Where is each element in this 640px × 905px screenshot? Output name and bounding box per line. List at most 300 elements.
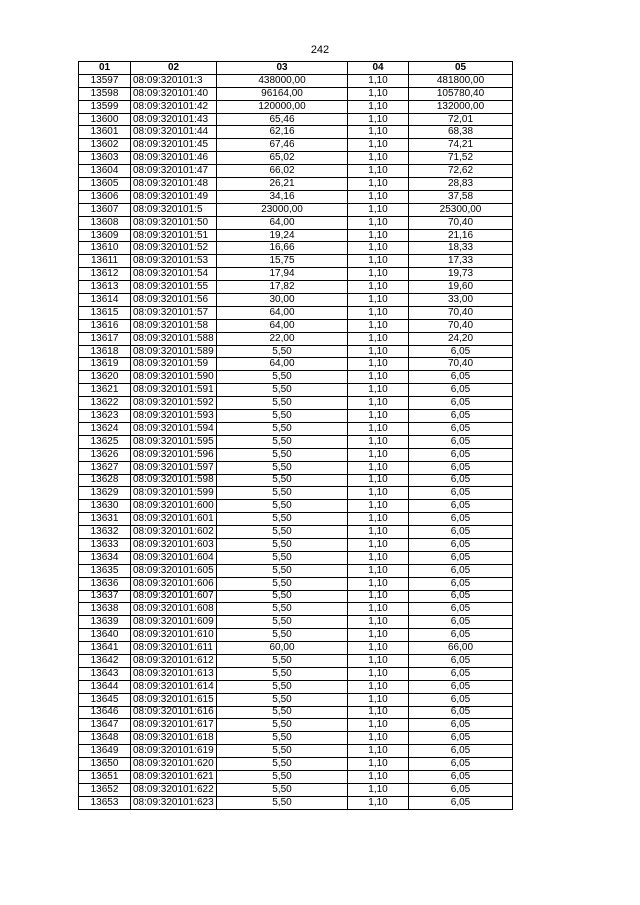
row-number-cell: 13643 (79, 667, 131, 680)
result-cell: 70,40 (409, 216, 513, 229)
result-cell: 481800,00 (409, 74, 513, 87)
result-cell: 6,05 (409, 448, 513, 461)
value-cell: 5,50 (217, 616, 348, 629)
table-row (79, 551, 513, 564)
coefficient-cell: 1,10 (348, 126, 409, 139)
row-number-cell: 13642 (79, 654, 131, 667)
coefficient-cell: 1,10 (348, 422, 409, 435)
value-cell: 5,50 (217, 770, 348, 783)
cadastral-number-cell: 08:09:320101:613 (131, 667, 217, 680)
row-number-cell: 13601 (79, 126, 131, 139)
cadastral-number-cell: 08:09:320101:43 (131, 113, 217, 126)
cadastral-number-cell: 08:09:320101:42 (131, 100, 217, 113)
cadastral-number-cell: 08:09:320101:614 (131, 680, 217, 693)
result-cell: 105780,40 (409, 87, 513, 100)
result-cell: 17,33 (409, 255, 513, 268)
table-row (79, 74, 513, 87)
value-cell: 26,21 (217, 178, 348, 191)
result-cell: 132000,00 (409, 100, 513, 113)
value-cell: 5,50 (217, 603, 348, 616)
coefficient-cell: 1,10 (348, 654, 409, 667)
table-row (79, 719, 513, 732)
coefficient-cell: 1,10 (348, 577, 409, 590)
table-row (79, 590, 513, 603)
coefficient-cell: 1,10 (348, 100, 409, 113)
row-number-cell: 13608 (79, 216, 131, 229)
result-cell: 18,33 (409, 242, 513, 255)
row-number-cell: 13646 (79, 706, 131, 719)
value-cell: 65,46 (217, 113, 348, 126)
table-row (79, 487, 513, 500)
coefficient-cell: 1,10 (348, 783, 409, 796)
row-number-cell: 13637 (79, 590, 131, 603)
row-number-cell: 13600 (79, 113, 131, 126)
coefficient-cell: 1,10 (348, 551, 409, 564)
table-row (79, 384, 513, 397)
result-cell: 72,01 (409, 113, 513, 126)
value-cell: 5,50 (217, 693, 348, 706)
row-number-cell: 13607 (79, 203, 131, 216)
cadastral-number-cell: 08:09:320101:590 (131, 371, 217, 384)
table-row (79, 165, 513, 178)
coefficient-cell: 1,10 (348, 165, 409, 178)
cadastral-number-cell: 08:09:320101:46 (131, 152, 217, 165)
cadastral-number-cell: 08:09:320101:595 (131, 435, 217, 448)
table-row (79, 448, 513, 461)
cadastral-number-cell: 08:09:320101:5 (131, 203, 217, 216)
result-cell: 6,05 (409, 397, 513, 410)
row-number-cell: 13618 (79, 345, 131, 358)
value-cell: 5,50 (217, 758, 348, 771)
table-row (79, 461, 513, 474)
cadastral-number-cell: 08:09:320101:45 (131, 139, 217, 152)
cadastral-number-cell: 08:09:320101:55 (131, 281, 217, 294)
result-cell: 6,05 (409, 758, 513, 771)
result-cell: 21,16 (409, 229, 513, 242)
coefficient-cell: 1,10 (348, 642, 409, 655)
coefficient-cell: 1,10 (348, 616, 409, 629)
result-cell: 6,05 (409, 667, 513, 680)
value-cell: 34,16 (217, 190, 348, 203)
coefficient-cell: 1,10 (348, 87, 409, 100)
table-row (79, 435, 513, 448)
cadastral-number-cell: 08:09:320101:59 (131, 358, 217, 371)
table-row (79, 281, 513, 294)
cadastral-number-cell: 08:09:320101:599 (131, 487, 217, 500)
table-row (79, 332, 513, 345)
table-row (79, 371, 513, 384)
row-number-cell: 13630 (79, 500, 131, 513)
row-number-cell: 13619 (79, 358, 131, 371)
table-body (79, 74, 513, 809)
cadastral-number-cell: 08:09:320101:615 (131, 693, 217, 706)
row-number-cell: 13636 (79, 577, 131, 590)
cadastral-number-cell: 08:09:320101:619 (131, 745, 217, 758)
cadastral-number-cell: 08:09:320101:588 (131, 332, 217, 345)
coefficient-cell: 1,10 (348, 371, 409, 384)
row-number-cell: 13649 (79, 745, 131, 758)
row-number-cell: 13598 (79, 87, 131, 100)
row-number-cell: 13633 (79, 538, 131, 551)
result-cell: 70,40 (409, 306, 513, 319)
result-cell: 6,05 (409, 384, 513, 397)
coefficient-cell: 1,10 (348, 332, 409, 345)
coefficient-cell: 1,10 (348, 693, 409, 706)
value-cell: 5,50 (217, 397, 348, 410)
coefficient-cell: 1,10 (348, 410, 409, 423)
result-cell: 6,05 (409, 577, 513, 590)
table-row (79, 732, 513, 745)
table-row (79, 397, 513, 410)
result-cell: 6,05 (409, 551, 513, 564)
table-row (79, 603, 513, 616)
coefficient-cell: 1,10 (348, 732, 409, 745)
value-cell: 5,50 (217, 745, 348, 758)
table-row (79, 706, 513, 719)
row-number-cell: 13597 (79, 74, 131, 87)
page-number: 242 (310, 44, 330, 56)
result-cell: 6,05 (409, 500, 513, 513)
cadastral-number-cell: 08:09:320101:596 (131, 448, 217, 461)
cadastral-number-cell: 08:09:320101:606 (131, 577, 217, 590)
table-row (79, 745, 513, 758)
result-cell: 70,40 (409, 358, 513, 371)
result-cell: 19,73 (409, 268, 513, 281)
table-row (79, 654, 513, 667)
coefficient-cell: 1,10 (348, 268, 409, 281)
row-number-cell: 13620 (79, 371, 131, 384)
table-row (79, 783, 513, 796)
value-cell: 23000,00 (217, 203, 348, 216)
cadastral-number-cell: 08:09:320101:618 (131, 732, 217, 745)
result-cell: 6,05 (409, 474, 513, 487)
result-cell: 74,21 (409, 139, 513, 152)
result-cell: 6,05 (409, 706, 513, 719)
cadastral-number-cell: 08:09:320101:603 (131, 538, 217, 551)
row-number-cell: 13612 (79, 268, 131, 281)
table-row (79, 255, 513, 268)
value-cell: 64,00 (217, 358, 348, 371)
result-cell: 33,00 (409, 294, 513, 307)
cadastral-number-cell: 08:09:320101:617 (131, 719, 217, 732)
result-cell: 6,05 (409, 603, 513, 616)
result-cell: 6,05 (409, 487, 513, 500)
value-cell: 5,50 (217, 577, 348, 590)
coefficient-cell: 1,10 (348, 564, 409, 577)
cadastral-number-cell: 08:09:320101:601 (131, 513, 217, 526)
coefficient-cell: 1,10 (348, 745, 409, 758)
row-number-cell: 13610 (79, 242, 131, 255)
value-cell: 5,50 (217, 680, 348, 693)
value-cell: 5,50 (217, 719, 348, 732)
row-number-cell: 13623 (79, 410, 131, 423)
cadastral-number-cell: 08:09:320101:40 (131, 87, 217, 100)
table-row (79, 139, 513, 152)
table-row (79, 642, 513, 655)
row-number-cell: 13653 (79, 796, 131, 809)
coefficient-cell: 1,10 (348, 294, 409, 307)
row-number-cell: 13602 (79, 139, 131, 152)
table-row (79, 294, 513, 307)
value-cell: 5,50 (217, 538, 348, 551)
value-cell: 5,50 (217, 667, 348, 680)
table-row (79, 796, 513, 809)
value-cell: 5,50 (217, 500, 348, 513)
table-row (79, 178, 513, 191)
table-row (79, 358, 513, 371)
table-row (79, 513, 513, 526)
coefficient-cell: 1,10 (348, 178, 409, 191)
cadastral-number-cell: 08:09:320101:44 (131, 126, 217, 139)
row-number-cell: 13616 (79, 319, 131, 332)
result-cell: 6,05 (409, 654, 513, 667)
coefficient-cell: 1,10 (348, 113, 409, 126)
coefficient-cell: 1,10 (348, 229, 409, 242)
table-row (79, 693, 513, 706)
cadastral-number-cell: 08:09:320101:58 (131, 319, 217, 332)
row-number-cell: 13644 (79, 680, 131, 693)
result-cell: 6,05 (409, 783, 513, 796)
table-row (79, 526, 513, 539)
row-number-cell: 13625 (79, 435, 131, 448)
coefficient-cell: 1,10 (348, 319, 409, 332)
column-header-03: 03 (217, 62, 348, 75)
coefficient-cell: 1,10 (348, 667, 409, 680)
row-number-cell: 13645 (79, 693, 131, 706)
result-cell: 6,05 (409, 422, 513, 435)
column-header-02: 02 (131, 62, 217, 75)
coefficient-cell: 1,10 (348, 706, 409, 719)
result-cell: 6,05 (409, 796, 513, 809)
coefficient-cell: 1,10 (348, 796, 409, 809)
result-cell: 6,05 (409, 435, 513, 448)
table-row (79, 242, 513, 255)
row-number-cell: 13626 (79, 448, 131, 461)
result-cell: 6,05 (409, 616, 513, 629)
table-row (79, 500, 513, 513)
coefficient-cell: 1,10 (348, 474, 409, 487)
result-cell: 6,05 (409, 371, 513, 384)
row-number-cell: 13651 (79, 770, 131, 783)
cadastral-number-cell: 08:09:320101:47 (131, 165, 217, 178)
cadastral-number-cell: 08:09:320101:611 (131, 642, 217, 655)
value-cell: 17,82 (217, 281, 348, 294)
value-cell: 66,02 (217, 165, 348, 178)
coefficient-cell: 1,10 (348, 203, 409, 216)
value-cell: 5,50 (217, 796, 348, 809)
cadastral-number-cell: 08:09:320101:602 (131, 526, 217, 539)
value-cell: 5,50 (217, 345, 348, 358)
coefficient-cell: 1,10 (348, 397, 409, 410)
value-cell: 96164,00 (217, 87, 348, 100)
value-cell: 5,50 (217, 551, 348, 564)
column-header-04: 04 (348, 62, 409, 75)
row-number-cell: 13628 (79, 474, 131, 487)
coefficient-cell: 1,10 (348, 513, 409, 526)
cadastral-number-cell: 08:09:320101:48 (131, 178, 217, 191)
value-cell: 60,00 (217, 642, 348, 655)
result-cell: 70,40 (409, 319, 513, 332)
table-row (79, 152, 513, 165)
coefficient-cell: 1,10 (348, 719, 409, 732)
coefficient-cell: 1,10 (348, 603, 409, 616)
result-cell: 6,05 (409, 629, 513, 642)
result-cell: 72,62 (409, 165, 513, 178)
coefficient-cell: 1,10 (348, 384, 409, 397)
cadastral-number-cell: 08:09:320101:605 (131, 564, 217, 577)
cadastral-number-cell: 08:09:320101:604 (131, 551, 217, 564)
coefficient-cell: 1,10 (348, 526, 409, 539)
value-cell: 15,75 (217, 255, 348, 268)
value-cell: 5,50 (217, 590, 348, 603)
cadastral-number-cell: 08:09:320101:592 (131, 397, 217, 410)
table-row (79, 190, 513, 203)
data-table (78, 61, 513, 810)
row-number-cell: 13614 (79, 294, 131, 307)
coefficient-cell: 1,10 (348, 461, 409, 474)
value-cell: 5,50 (217, 564, 348, 577)
table-row (79, 126, 513, 139)
result-cell: 28,83 (409, 178, 513, 191)
value-cell: 16,66 (217, 242, 348, 255)
row-number-cell: 13606 (79, 190, 131, 203)
cadastral-number-cell: 08:09:320101:589 (131, 345, 217, 358)
cadastral-number-cell: 08:09:320101:53 (131, 255, 217, 268)
row-number-cell: 13629 (79, 487, 131, 500)
coefficient-cell: 1,10 (348, 758, 409, 771)
value-cell: 65,02 (217, 152, 348, 165)
coefficient-cell: 1,10 (348, 435, 409, 448)
result-cell: 37,58 (409, 190, 513, 203)
row-number-cell: 13609 (79, 229, 131, 242)
cadastral-number-cell: 08:09:320101:56 (131, 294, 217, 307)
table-row (79, 216, 513, 229)
row-number-cell: 13652 (79, 783, 131, 796)
cadastral-number-cell: 08:09:320101:600 (131, 500, 217, 513)
result-cell: 6,05 (409, 693, 513, 706)
result-cell: 66,00 (409, 642, 513, 655)
cadastral-number-cell: 08:09:320101:610 (131, 629, 217, 642)
row-number-cell: 13621 (79, 384, 131, 397)
coefficient-cell: 1,10 (348, 242, 409, 255)
table-row (79, 680, 513, 693)
coefficient-cell: 1,10 (348, 139, 409, 152)
value-cell: 22,00 (217, 332, 348, 345)
result-cell: 6,05 (409, 526, 513, 539)
coefficient-cell: 1,10 (348, 345, 409, 358)
coefficient-cell: 1,10 (348, 216, 409, 229)
cadastral-number-cell: 08:09:320101:612 (131, 654, 217, 667)
value-cell: 5,50 (217, 487, 348, 500)
cadastral-number-cell: 08:09:320101:608 (131, 603, 217, 616)
result-cell: 68,38 (409, 126, 513, 139)
result-cell: 6,05 (409, 345, 513, 358)
cadastral-number-cell: 08:09:320101:591 (131, 384, 217, 397)
cadastral-number-cell: 08:09:320101:607 (131, 590, 217, 603)
value-cell: 5,50 (217, 629, 348, 642)
result-cell: 6,05 (409, 461, 513, 474)
row-number-cell: 13622 (79, 397, 131, 410)
result-cell: 6,05 (409, 538, 513, 551)
row-number-cell: 13611 (79, 255, 131, 268)
coefficient-cell: 1,10 (348, 306, 409, 319)
row-number-cell: 13639 (79, 616, 131, 629)
row-number-cell: 13634 (79, 551, 131, 564)
value-cell: 62,16 (217, 126, 348, 139)
table-row (79, 770, 513, 783)
cadastral-number-cell: 08:09:320101:621 (131, 770, 217, 783)
table-row (79, 629, 513, 642)
result-cell: 6,05 (409, 513, 513, 526)
value-cell: 5,50 (217, 513, 348, 526)
table-row (79, 229, 513, 242)
row-number-cell: 13648 (79, 732, 131, 745)
row-number-cell: 13599 (79, 100, 131, 113)
value-cell: 5,50 (217, 448, 348, 461)
value-cell: 120000,00 (217, 100, 348, 113)
coefficient-cell: 1,10 (348, 152, 409, 165)
row-number-cell: 13647 (79, 719, 131, 732)
cadastral-number-cell: 08:09:320101:57 (131, 306, 217, 319)
coefficient-cell: 1,10 (348, 538, 409, 551)
cadastral-number-cell: 08:09:320101:3 (131, 74, 217, 87)
result-cell: 6,05 (409, 770, 513, 783)
result-cell: 6,05 (409, 745, 513, 758)
result-cell: 6,05 (409, 590, 513, 603)
cadastral-number-cell: 08:09:320101:597 (131, 461, 217, 474)
coefficient-cell: 1,10 (348, 74, 409, 87)
value-cell: 5,50 (217, 706, 348, 719)
value-cell: 5,50 (217, 435, 348, 448)
table-row (79, 538, 513, 551)
coefficient-cell: 1,10 (348, 448, 409, 461)
table-row (79, 306, 513, 319)
row-number-cell: 13605 (79, 178, 131, 191)
result-cell: 19,60 (409, 281, 513, 294)
table-row (79, 100, 513, 113)
value-cell: 19,24 (217, 229, 348, 242)
cadastral-number-cell: 08:09:320101:50 (131, 216, 217, 229)
coefficient-cell: 1,10 (348, 770, 409, 783)
cadastral-number-cell: 08:09:320101:598 (131, 474, 217, 487)
coefficient-cell: 1,10 (348, 680, 409, 693)
cadastral-number-cell: 08:09:320101:623 (131, 796, 217, 809)
result-cell: 24,20 (409, 332, 513, 345)
coefficient-cell: 1,10 (348, 629, 409, 642)
table-row (79, 345, 513, 358)
coefficient-cell: 1,10 (348, 500, 409, 513)
table-row (79, 422, 513, 435)
value-cell: 5,50 (217, 371, 348, 384)
value-cell: 64,00 (217, 319, 348, 332)
coefficient-cell: 1,10 (348, 255, 409, 268)
value-cell: 5,50 (217, 422, 348, 435)
row-number-cell: 13613 (79, 281, 131, 294)
cadastral-number-cell: 08:09:320101:616 (131, 706, 217, 719)
value-cell: 30,00 (217, 294, 348, 307)
result-cell: 6,05 (409, 680, 513, 693)
value-cell: 438000,00 (217, 74, 348, 87)
row-number-cell: 13627 (79, 461, 131, 474)
cadastral-number-cell: 08:09:320101:594 (131, 422, 217, 435)
table-row (79, 616, 513, 629)
table-row (79, 474, 513, 487)
row-number-cell: 13641 (79, 642, 131, 655)
coefficient-cell: 1,10 (348, 487, 409, 500)
cadastral-number-cell: 08:09:320101:593 (131, 410, 217, 423)
result-cell: 6,05 (409, 564, 513, 577)
value-cell: 5,50 (217, 461, 348, 474)
